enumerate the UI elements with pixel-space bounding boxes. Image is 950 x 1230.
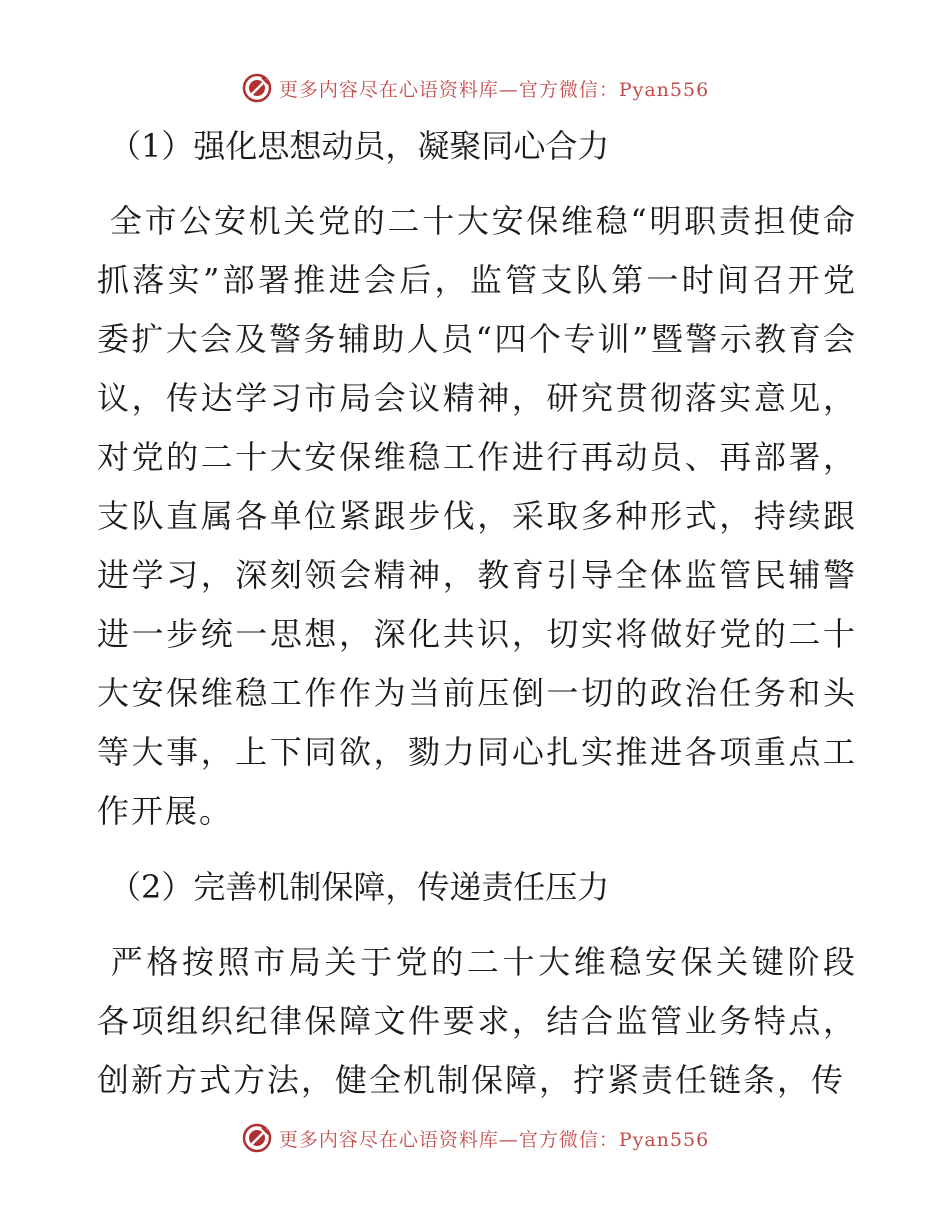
watermark-logo-icon xyxy=(241,72,273,104)
document-body xyxy=(97,120,857,1130)
section-paragraph-1 xyxy=(97,192,857,841)
watermark-text: 更多内容尽在心语资料库—官方微信：Pyan556 xyxy=(278,78,710,101)
watermark-text: 更多内容尽在心语资料库—官方微信：Pyan556 xyxy=(278,1128,710,1151)
section-heading-1: （1）强化思想动员，凝聚同心合力 xyxy=(109,127,610,165)
section-heading-2: （2）完善机制保障，传递责任压力 xyxy=(109,868,610,906)
watermark-footer xyxy=(0,1122,950,1154)
section-paragraph-1-text: 全市公安机关党的二十大安保维稳“明职责担使命抓落实”部署推进会后，监管支队第一时间召开党委扩大会及警务辅助人员“四个专训”暨警示教育会议，传达学习市局会议精神，研究贯彻落实意见，对党的二十大安保维稳工作进行再动员、再部署，支队直属各单位紧跟步伐，采取多种形式，持续跟进学习，深刻领会精神，教育引导全体监管民辅警进一步统一思想，深化共识，切实将做好党的二十大安保维稳工作作为当前压倒一切的政治任务和头等大事，上下同欲，勠力同心扎实推进各项重点工作开展。 xyxy=(97,202,857,830)
watermark-header xyxy=(0,72,950,104)
section-paragraph-2 xyxy=(97,933,857,1110)
section-paragraph-2-text: 严格按照市局关于党的二十大维稳安保关键阶段各项组织纪律保障文件要求，结合监管业务特点，创新方式方法，健全机制保障，拧紧责任链条，传 xyxy=(97,943,858,1099)
watermark-logo-icon xyxy=(241,1122,273,1154)
